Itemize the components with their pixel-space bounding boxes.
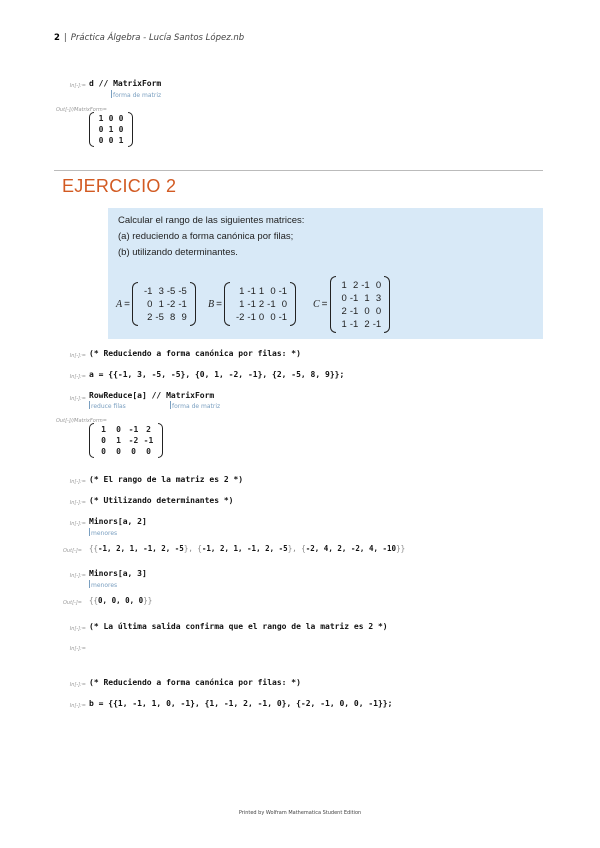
brace: }, { <box>183 544 202 553</box>
output-minors-2 <box>89 544 405 553</box>
matrix-cell: -1 <box>143 285 153 297</box>
input-label: In[-]:= <box>69 646 86 652</box>
matrix-cell: 3 <box>375 292 382 304</box>
output-label: Out[-]= <box>63 548 82 554</box>
matrix-cell: 1 <box>239 298 245 310</box>
matrix-cell: 1 <box>258 285 265 297</box>
hint-text: menores <box>91 530 118 537</box>
matrix-cell: 0 <box>341 292 347 304</box>
input-label: In[-]:= <box>69 500 86 506</box>
input-cell-comment[interactable]: (* El rango de la matriz es 2 *) <box>89 475 244 484</box>
matrix-cell: 0 <box>108 114 114 123</box>
matrix-cell: -5 <box>155 311 164 323</box>
matrix-cell: -1 <box>247 311 256 323</box>
input-label: In[-]:= <box>69 396 86 402</box>
matrix-cell: 0 <box>364 305 370 317</box>
empty-input-cell[interactable] <box>89 642 389 654</box>
matrix-cell: 1 <box>108 125 114 134</box>
matrix-cell: 2 <box>258 298 265 310</box>
notebook-title: Práctica Álgebra - Lucía Santos López.nb <box>70 33 245 43</box>
matrix-cell: -1 <box>267 298 276 310</box>
matrix-b-name: B <box>208 298 215 310</box>
matrix-cell: 0 <box>131 447 136 456</box>
input-label: In[-]:= <box>69 479 86 485</box>
right-paren <box>190 282 196 326</box>
brace: {{ <box>89 544 99 553</box>
header-separator: | <box>63 33 67 43</box>
hint-bracket <box>89 528 90 536</box>
matrix-cell: 1 <box>118 136 124 145</box>
matrix-cell: 0 <box>375 305 382 317</box>
matrix-a-name: A <box>116 298 123 310</box>
input-cell-rowreduce[interactable]: RowReduce[a] // MatrixForm <box>89 391 215 400</box>
page-footer: Printed by Wolfram Mathematica Student Edition <box>238 810 362 816</box>
matrix-cell: -1 <box>128 425 139 434</box>
matrix-cell: 1 <box>101 425 106 434</box>
matrix-cell: 0 <box>281 298 288 310</box>
autocomplete-hint <box>170 401 220 410</box>
input-cell-comment[interactable]: (* Reduciendo a forma canónica por filas: *) <box>89 349 301 358</box>
hint-text: menores <box>91 582 118 589</box>
output-identity-matrix <box>89 112 133 147</box>
input-cell-comment[interactable]: (* Reduciendo a forma canónica por filas: *) <box>89 678 301 687</box>
matrix-cell: -1 <box>361 279 370 291</box>
brace: }} <box>143 596 153 605</box>
brace: }, { <box>287 544 306 553</box>
matrix-cell: -1 <box>349 305 359 317</box>
matrix-cell: 2 <box>147 311 153 323</box>
input-cell-matrixform-d[interactable]: d // MatrixForm <box>89 79 162 88</box>
matrix-cell: -2 <box>235 311 245 323</box>
matrix-cell: 1 <box>239 285 245 297</box>
matrix-cell: 0 <box>258 311 265 323</box>
matrix-a-grid <box>138 285 190 324</box>
matrix-cell: -1 <box>278 311 288 323</box>
matrix-cell: -5 <box>166 285 176 297</box>
section-title: EJERCICIO 2 <box>62 176 177 196</box>
hint-text: forma de matriz <box>172 403 221 410</box>
matrix-cell: -5 <box>178 285 187 297</box>
input-label: In[-]:= <box>69 353 86 359</box>
minor-values: -2, 4, 2, -2, 4, -10 <box>305 544 397 553</box>
matrix-cell: 0 <box>116 447 121 456</box>
exercise-line-1: Calcular el rango de las siguientes matrices: <box>118 215 305 226</box>
hint-text: reduce filas <box>91 403 126 410</box>
matrix-cell: 8 <box>170 311 176 323</box>
hint-text: forma de matriz <box>113 92 162 99</box>
matrix-cell: -1 <box>278 285 288 297</box>
matrix-cell: 0 <box>270 311 276 323</box>
hint-bracket <box>89 580 90 588</box>
matrix-b-grid <box>230 285 290 324</box>
matrix-cell: -1 <box>247 298 256 310</box>
matrix-cell: 1 <box>158 298 164 310</box>
page-number: 2 <box>54 33 60 43</box>
input-label: In[-]:= <box>69 703 86 709</box>
hint-bracket <box>89 401 90 409</box>
matrix-c-name: C <box>313 299 320 310</box>
matrix-c-equals: = <box>321 299 328 310</box>
matrix-cell: 9 <box>181 311 187 323</box>
matrix-cell: -1 <box>247 285 256 297</box>
autocomplete-hint <box>89 401 126 410</box>
hint-bracket <box>170 401 171 409</box>
matrix-grid <box>94 113 128 146</box>
output-label: Out[-]//MatrixForm= <box>56 418 107 424</box>
output-minors-3 <box>89 596 152 605</box>
brace: }} <box>396 544 406 553</box>
right-paren <box>290 282 296 326</box>
right-paren <box>128 112 133 147</box>
matrix-cell: 2 <box>341 305 347 317</box>
matrix-cell: 0 <box>270 285 276 297</box>
matrix-cell: 0 <box>108 136 114 145</box>
minor-values: -1, 2, 1, -1, 2, -5 <box>98 544 184 553</box>
matrix-cell: 0 <box>98 136 104 145</box>
matrix-cell: 0 <box>101 436 106 445</box>
matrix-cell: 0 <box>101 447 106 456</box>
matrix-cell: 2 <box>352 279 359 291</box>
hint-bracket <box>111 90 112 98</box>
right-paren <box>384 276 390 333</box>
matrix-cell: 0 <box>118 114 124 123</box>
matrix-cell: 0 <box>116 425 121 434</box>
section-divider <box>54 170 543 171</box>
exercise-line-2: (a) reduciendo a forma canónica por filas; <box>118 231 294 242</box>
matrix-cell: 0 <box>147 298 153 310</box>
input-label: In[-]:= <box>69 573 86 579</box>
matrix-cell: 1 <box>98 114 104 123</box>
matrix-cell: 2 <box>146 425 151 434</box>
autocomplete-hint <box>89 528 117 537</box>
matrix-cell: 1 <box>364 292 370 304</box>
output-label: Out[-]//MatrixForm= <box>56 107 107 113</box>
matrix-cell: -2 <box>128 436 139 445</box>
autocomplete-hint <box>111 90 161 99</box>
input-cell-minors-2[interactable]: Minors[a, 2] <box>89 517 147 526</box>
matrix-cell: 0 <box>118 125 124 134</box>
input-cell-comment[interactable]: (* Utilizando determinantes *) <box>89 496 234 505</box>
matrix-cell: 0 <box>146 447 151 456</box>
matrix-cell: 1 <box>341 318 347 330</box>
input-label: In[-]:= <box>69 374 86 380</box>
matrix-cell: 0 <box>375 279 382 291</box>
matrix-cell: 0 <box>98 125 104 134</box>
input-cell-define-a[interactable]: a = {{-1, 3, -5, -5}, {0, 1, -2, -1}, {2, -5, 8, 9}}; <box>89 370 345 379</box>
matrix-cell: -1 <box>349 318 359 330</box>
input-label: In[-]:= <box>69 682 86 688</box>
exercise-line-3: (b) utilizando determinantes. <box>118 247 238 258</box>
minor-values: -1, 2, 1, -1, 2, -5 <box>201 544 288 553</box>
input-cell-comment[interactable]: (* La última salida confirma que el rango de la matriz es 2 *) <box>89 622 388 631</box>
matrix-grid <box>94 424 158 457</box>
matrix-cell: -1 <box>143 436 154 445</box>
matrix-cell: -1 <box>178 298 187 310</box>
matrix-c-grid <box>336 279 385 331</box>
output-rowreduce-matrix <box>89 423 163 458</box>
input-cell-minors-3[interactable]: Minors[a, 3] <box>89 569 147 578</box>
right-paren <box>158 423 163 458</box>
input-label: In[-]:= <box>69 521 86 527</box>
minor-values: 0, 0, 0, 0 <box>98 596 144 605</box>
input-label: In[-]:= <box>69 626 86 632</box>
autocomplete-hint <box>89 580 117 589</box>
matrix-cell: 1 <box>341 279 347 291</box>
matrix-a-equals: = <box>124 298 130 310</box>
matrix-cell: -1 <box>349 292 359 304</box>
matrix-b <box>208 282 296 326</box>
page-header <box>54 33 244 43</box>
brace: {{ <box>89 596 99 605</box>
matrix-b-equals: = <box>216 298 222 310</box>
input-cell-define-b[interactable]: b = {{1, -1, 1, 0, -1}, {1, -1, 2, -1, 0}, {-2, -1, 0, 0, -1}}; <box>89 699 393 708</box>
matrix-cell: -2 <box>166 298 176 310</box>
matrix-cell: 3 <box>158 285 164 297</box>
matrix-a <box>116 282 196 326</box>
matrix-cell: 1 <box>116 436 121 445</box>
matrix-c <box>313 276 390 333</box>
output-label: Out[-]= <box>63 600 82 606</box>
matrix-cell: 2 <box>364 318 370 330</box>
matrix-cell: -1 <box>372 318 382 330</box>
input-label: In[-]:= <box>69 83 86 89</box>
